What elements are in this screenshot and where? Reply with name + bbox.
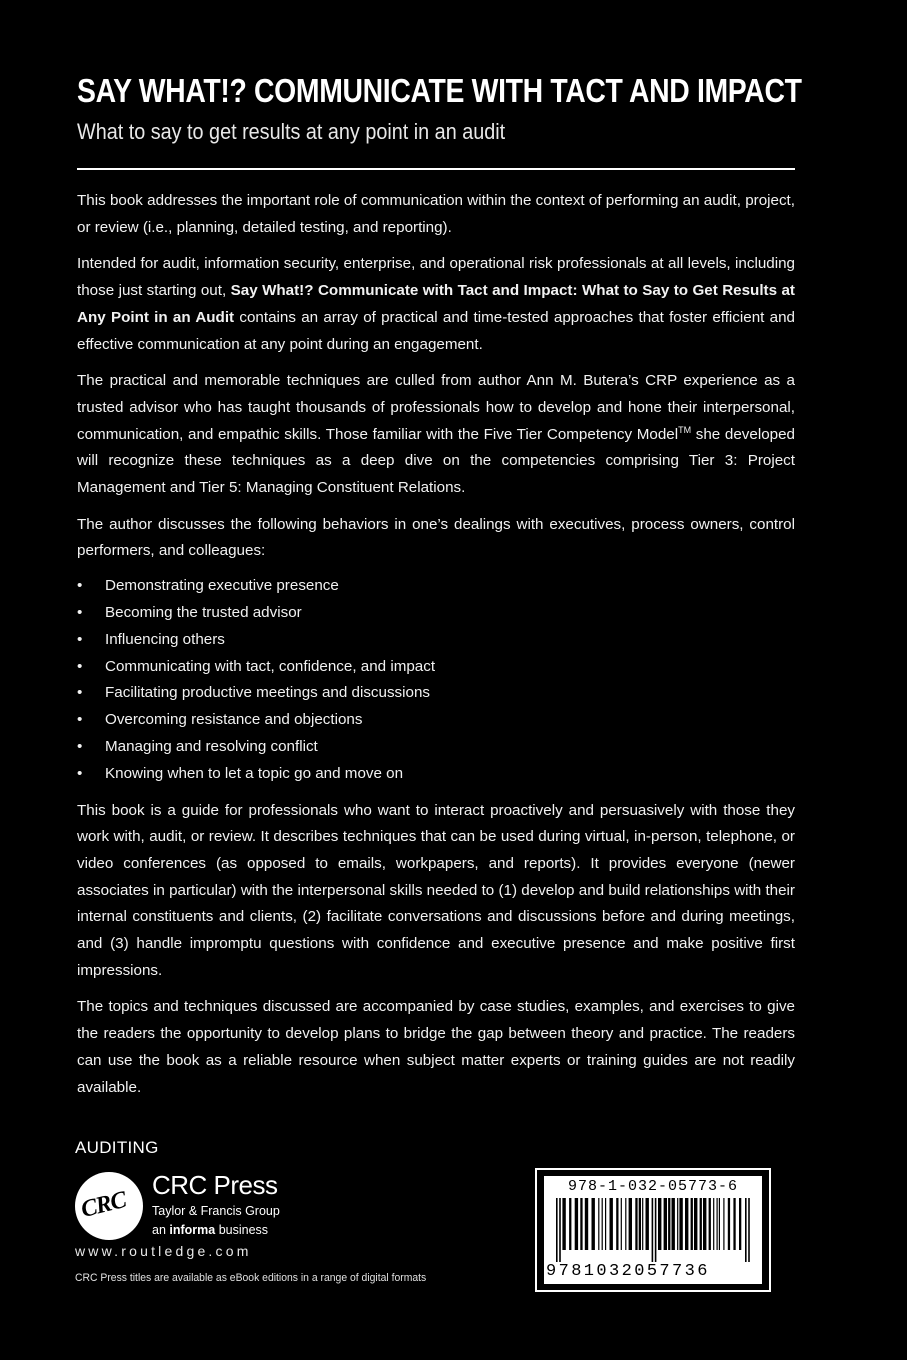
paragraph-intro: This book addresses the important role of communication within the context of performing an audit, project, or review (i.e., planning, detailed testing, and reporting). [77, 192, 795, 236]
barcode-bar [639, 1198, 641, 1250]
paragraph-author-lead: The practical and memorable techniques are culled from author Ann M. Butera’s CRP experience as a trusted advisor who has taught thousands of professionals how to develop and hone their interpersonal, communication, and empathic skills. Those familiar with the Five Tier Competency Model [77, 372, 795, 443]
barcode-bar [719, 1198, 720, 1250]
publisher-logo [75, 1170, 375, 1250]
bullet-icon: • [77, 764, 83, 782]
bullet-icon: • [77, 603, 83, 621]
barcode-bar [598, 1198, 599, 1250]
publisher-informa: an informa business [152, 1223, 269, 1237]
back-cover-text-block [77, 70, 802, 1111]
description [77, 188, 795, 1101]
barcode-bar [569, 1198, 571, 1250]
barcode-bar [703, 1198, 706, 1250]
barcode-bar [723, 1198, 724, 1250]
barcode-bar [694, 1198, 697, 1250]
barcode-bar [700, 1198, 702, 1250]
barcode-bar [713, 1198, 714, 1250]
book-subtitle: What to say to get results at any point in an audit [77, 119, 506, 144]
barcode-bar [652, 1198, 654, 1262]
barcode-bar [646, 1198, 649, 1250]
barcode-bar [556, 1198, 558, 1262]
barcode-bar [748, 1198, 750, 1262]
crc-logo-mark: CRC [78, 1186, 129, 1224]
barcode-bar [592, 1198, 595, 1250]
publisher-website: www.routledge.com [75, 1243, 252, 1259]
barcode-bar [685, 1198, 688, 1250]
ean-number: 9781032057736 [546, 1262, 710, 1281]
list-item: • Influencing others [77, 627, 795, 654]
isbn-barcode [535, 1168, 771, 1292]
behaviors-list [77, 573, 795, 787]
book-title: SAY WHAT!? COMMUNICATE WITH TACT AND IMPACT [77, 72, 802, 109]
barcode-bar [642, 1198, 643, 1250]
bullet-icon: • [77, 737, 83, 755]
barcode-bar [728, 1198, 730, 1250]
barcode-bar [605, 1198, 606, 1250]
list-item: • Communicating with tact, confidence, and impact [77, 654, 795, 681]
ebook-note: CRC Press titles are available as eBook editions in a range of digital formats [75, 1272, 427, 1284]
barcode-bar [559, 1198, 561, 1262]
barcode-bar [625, 1198, 626, 1250]
barcode-bar [691, 1198, 693, 1250]
barcode-panel [544, 1176, 762, 1284]
title-divider [77, 168, 795, 170]
crc-logo-icon [75, 1172, 143, 1240]
list-item: • Overcoming resistance and objections [77, 707, 795, 734]
barcode-bar [580, 1198, 582, 1250]
paragraph-audience-tail: contains an array of practical and time-tested approaches that foster efficient and effective communication at any point during an engagement. [77, 308, 795, 353]
barcode-bar [739, 1198, 741, 1250]
trademark-mark: TM [678, 424, 692, 435]
bullet-icon: • [77, 630, 83, 648]
barcode-bar [562, 1198, 565, 1250]
book-full-title: Say What!? Communicate with Tact and Impact: What to Say to Get Results at Any Point in an Audit [77, 282, 795, 326]
paragraph-behaviors: The author discusses the following behaviors in one’s dealings with executives, process owners, control performers, and colleagues: [77, 515, 795, 560]
list-item: • Demonstrating executive presence [77, 573, 795, 600]
list-item: • Knowing when to let a topic go and move on [77, 761, 795, 788]
barcode-bar [575, 1198, 578, 1250]
barcode-bar [585, 1198, 588, 1250]
barcode-bar [668, 1198, 670, 1250]
bullet-icon: • [77, 684, 83, 702]
barcode-bar [733, 1198, 735, 1250]
paragraph-topics: The topics and techniques discussed are accompanied by case studies, examples, and exercises to give the readers the opportunity to develop plans to bridge the gap between theory and practice. The readers can use the book as a reliable resource when subject matter experts or training guides are not readily available. [77, 998, 795, 1096]
barcode-bar [658, 1198, 661, 1250]
list-item: • Managing and resolving conflict [77, 734, 795, 761]
paragraph-author [77, 368, 795, 502]
barcode-bar [709, 1198, 711, 1250]
paragraph-audience-lead: Intended for audit, information security, enterprise, and operational risk professionals at all levels, including those just starting out, [77, 255, 795, 300]
bullet-icon: • [77, 711, 83, 729]
isbn-number: 978-1-032-05773-6 [567, 1178, 739, 1195]
subject-category: AUDITING [75, 1138, 159, 1157]
barcode-bar [717, 1198, 718, 1250]
list-item: • Becoming the trusted advisor [77, 600, 795, 627]
cover-footer [75, 1138, 795, 1288]
bullet-icon: • [77, 657, 83, 675]
publisher-group: Taylor & Francis Group [152, 1204, 280, 1218]
barcode-bar [629, 1198, 632, 1250]
barcode-bar [610, 1198, 613, 1250]
publisher-name: CRC Press [152, 1170, 278, 1200]
barcode-bar [745, 1198, 747, 1262]
paragraph-guide: This book is a guide for professionals who want to interact proactively and persuasively with those they work with, audit, or review. It describes techniques that can be used during virtual, in-person, telephone, or video conferences (as opposed to emails, workpapers, and reports). It provides everyone (newer associates in particular) with the interpersonal skills needed to (1) develop and build relationships with their internal constituents and clients, (2) facilitate conversations and discussions before and during meetings, and (3) handle impromptu questions with confidence and executive presence and make positive first impressions. [77, 801, 795, 979]
paragraph-audience [77, 251, 795, 358]
paragraph-author-tail: she developed will recognize these techniques as a deep dive on the competencies comprising Tier 3: Project Management and Tier 5: Managing Constituent Relations. [77, 425, 795, 497]
barcode-bar [672, 1198, 675, 1250]
barcode-bar [616, 1198, 618, 1250]
barcode-bar [602, 1198, 603, 1250]
bullet-icon: • [77, 577, 83, 595]
barcode-bars-icon [556, 1198, 750, 1262]
barcode-bar [664, 1198, 667, 1250]
barcode-bar [677, 1198, 678, 1250]
barcode-bar [635, 1198, 637, 1250]
barcode-bar [655, 1198, 657, 1262]
barcode-bar [621, 1198, 622, 1250]
list-item: • Facilitating productive meetings and discussions [77, 680, 795, 707]
barcode-bar [679, 1198, 682, 1250]
